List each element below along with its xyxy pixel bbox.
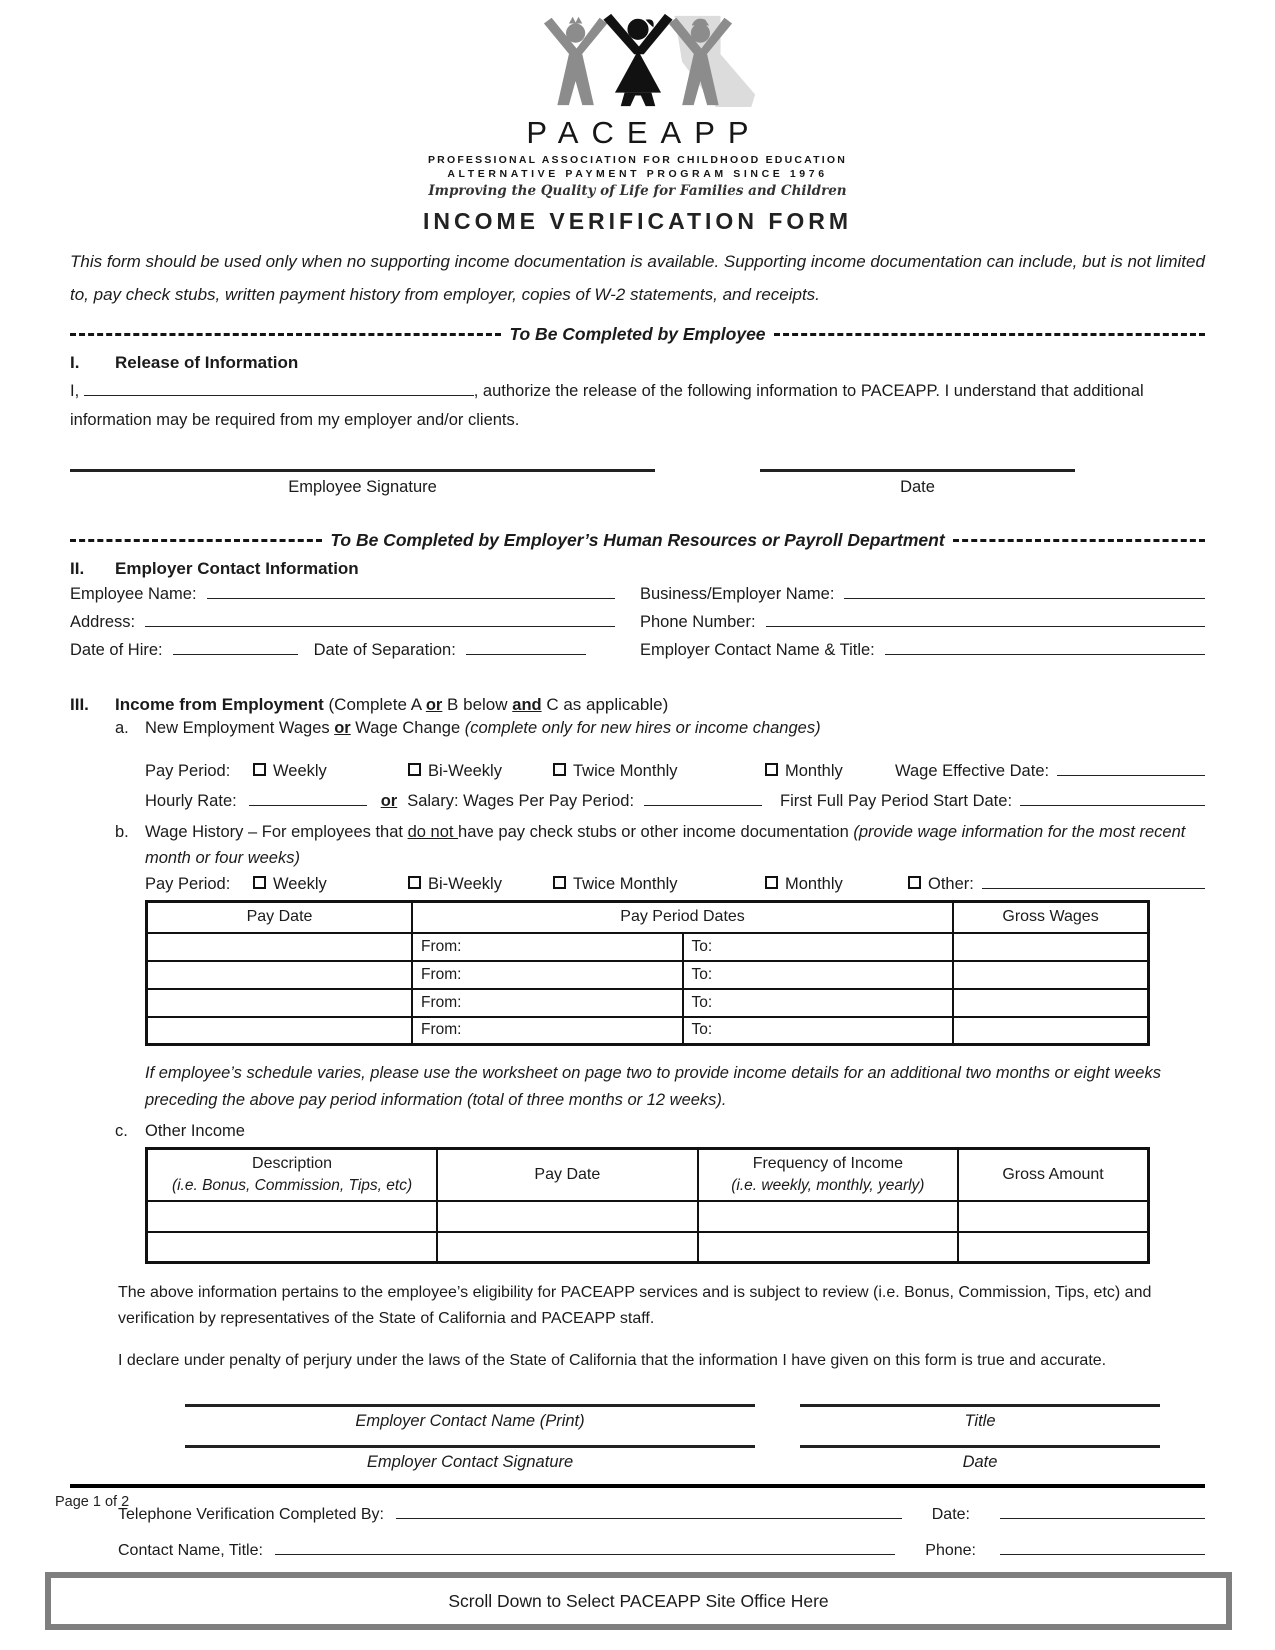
- item-a-note: (complete only for new hires or income changes): [464, 719, 821, 737]
- field-business-name: [640, 585, 1205, 613]
- employer-sig-row-2: [70, 1445, 1205, 1448]
- option-label: Twice Monthly: [573, 762, 678, 780]
- option-weekly-a: [253, 762, 408, 781]
- paceapp-figures-icon: [493, 12, 783, 108]
- item-a: [115, 719, 1205, 738]
- option-monthly-b: [765, 875, 908, 894]
- hourly-rate-blank[interactable]: [249, 792, 367, 806]
- from-cell[interactable]: From:: [412, 961, 683, 989]
- option-label: Weekly: [273, 762, 327, 780]
- employer-title-line[interactable]: [800, 1404, 1160, 1407]
- description-cell[interactable]: [147, 1201, 438, 1232]
- section-divider-rule: [70, 1484, 1205, 1488]
- telephone-verification-label: Telephone Verification Completed By:: [118, 1506, 384, 1523]
- release-statement: [70, 377, 1205, 435]
- item-a-text-1: New Employment Wages: [145, 719, 335, 737]
- employee-signature-row: [70, 469, 1205, 472]
- employer-contact-name-line[interactable]: [185, 1404, 755, 1407]
- section-iii-paren-1: (Complete A: [328, 695, 426, 714]
- checkbox-weekly-a[interactable]: [253, 763, 266, 776]
- option-label: Other:: [928, 875, 974, 893]
- option-label: Monthly: [785, 875, 843, 893]
- verification-date-blank[interactable]: [1000, 1505, 1205, 1519]
- wage-table-row: [147, 989, 1149, 1017]
- wage-effective-date-label: Wage Effective Date:: [895, 762, 1050, 780]
- employee-signature-line[interactable]: [70, 469, 655, 472]
- address-blank[interactable]: [145, 613, 615, 627]
- gross-wages-cell[interactable]: [953, 933, 1148, 961]
- checkbox-twice-monthly-b[interactable]: [553, 876, 566, 889]
- item-a-or: or: [334, 719, 351, 737]
- section-ii-title: Employer Contact Information: [115, 559, 359, 578]
- pay-period-label-b: Pay Period:: [145, 875, 231, 893]
- figure-left-icon: [543, 17, 606, 105]
- option-label: Twice Monthly: [573, 875, 678, 893]
- verification-contact-blank[interactable]: [275, 1541, 895, 1555]
- pay-date-cell[interactable]: [147, 961, 413, 989]
- option-monthly-a: [765, 762, 895, 781]
- dash-line: [70, 333, 501, 336]
- authorizer-name-blank[interactable]: [84, 382, 474, 396]
- wage-table-header: [147, 902, 1149, 933]
- gross-wages-cell[interactable]: [953, 1017, 1148, 1045]
- gross-amount-cell[interactable]: [958, 1232, 1148, 1263]
- section-iii-number: III.: [70, 695, 89, 714]
- other-table-row: [147, 1232, 1149, 1263]
- employer-sig-labels-1: [70, 1412, 1205, 1431]
- pay-date-cell[interactable]: [437, 1201, 698, 1232]
- frequency-cell[interactable]: [698, 1232, 959, 1263]
- col-description-main: Description: [252, 1154, 333, 1172]
- col-description-sub: (i.e. Bonus, Commission, Tips, etc): [171, 1176, 413, 1194]
- employer-sig-row-1: [70, 1404, 1205, 1407]
- other-income-table: [145, 1147, 1150, 1264]
- col-description: [147, 1149, 438, 1201]
- gross-wages-cell[interactable]: [953, 989, 1148, 1017]
- option-biweekly-b: [408, 875, 553, 894]
- employer-date-line[interactable]: [800, 1445, 1160, 1448]
- option-other-b: [908, 875, 974, 894]
- verification-phone-label: Phone:: [925, 1542, 976, 1559]
- section-i-heading: [70, 353, 1205, 373]
- to-cell[interactable]: To:: [683, 961, 954, 989]
- option-biweekly-a: [408, 762, 553, 781]
- fields-right-column: [640, 585, 1205, 669]
- pay-date-cell[interactable]: [147, 989, 413, 1017]
- phone-number-blank[interactable]: [766, 613, 1205, 627]
- pay-date-cell[interactable]: [147, 933, 413, 961]
- other-table-header: [147, 1149, 1149, 1201]
- col-pay-period-dates: Pay Period Dates: [412, 902, 953, 933]
- section-iii-or: or: [425, 696, 443, 714]
- option-label: Monthly: [785, 762, 843, 780]
- hourly-or: or: [380, 792, 398, 810]
- hourly-salary-row: [145, 792, 1205, 811]
- item-c: [115, 1122, 1205, 1141]
- separator-employer-label: To Be Completed by Employer’s Human Resources or Payroll Department: [330, 529, 945, 550]
- employer-title-label: Title: [964, 1412, 996, 1430]
- employee-signature-label: Employee Signature: [288, 478, 437, 496]
- wage-table-row: [147, 933, 1149, 961]
- site-office-selector-label: Scroll Down to Select PACEAPP Site Office Here: [448, 1590, 829, 1611]
- intro-paragraph: This form should be used only when no supporting income documentation is available. Supporting income documentation can include, but is not limited to, pay check stubs, written payment history from employer, copies of W-2 statements, and receipts.: [70, 252, 1205, 304]
- employer-contact-fields: [70, 585, 1205, 669]
- section-i-title: Release of Information: [115, 353, 299, 372]
- option-twice-monthly-b: [553, 875, 765, 894]
- item-b-note: (provide wage information for the most recent month or four weeks): [145, 823, 1186, 867]
- item-c-number: c.: [115, 1122, 128, 1140]
- item-b-text-1: Wage History – For employees that: [145, 823, 408, 841]
- item-a-text: [145, 719, 1205, 738]
- to-cell[interactable]: To:: [683, 1017, 954, 1045]
- dash-line: [953, 539, 1205, 542]
- field-contact-name-title: [640, 641, 1205, 669]
- pay-period-label-a: Pay Period:: [145, 762, 231, 780]
- paceapp-logo: [70, 12, 1205, 199]
- item-a-number: a.: [115, 719, 129, 737]
- employer-contact-name-label: Employer Contact Name (Print): [355, 1412, 585, 1430]
- gross-amount-cell[interactable]: [958, 1201, 1148, 1232]
- brand-name: PACEAPP: [526, 115, 762, 150]
- date-of-hire-blank[interactable]: [173, 641, 298, 655]
- item-b: [115, 819, 1205, 871]
- contact-name-title-label: Employer Contact Name & Title:: [640, 641, 875, 659]
- employer-sig-labels-2: [70, 1453, 1205, 1472]
- date-of-separation-blank[interactable]: [466, 641, 586, 655]
- brand-tagline: Improving the Quality of Life for Families and Children: [428, 183, 847, 199]
- other-pay-period-blank[interactable]: [982, 875, 1205, 889]
- date-of-hire-label: Date of Hire:: [70, 641, 163, 659]
- dash-line: [70, 539, 322, 542]
- employer-signature-label: Employer Contact Signature: [366, 1453, 574, 1471]
- from-cell[interactable]: From:: [412, 989, 683, 1017]
- salary-blank[interactable]: [644, 792, 762, 806]
- page-number: Page 1 of 2: [55, 1494, 130, 1510]
- section-iii-title-text: Income from Employment: [115, 695, 324, 714]
- salary-label: Salary: Wages Per Pay Period:: [407, 792, 635, 810]
- section-i-number: I.: [70, 353, 80, 372]
- address-label: Address:: [70, 613, 136, 631]
- wage-history-table: [145, 900, 1150, 1046]
- section-ii-heading: [70, 559, 1205, 579]
- fields-left-column: [70, 585, 640, 669]
- gross-wages-cell[interactable]: [953, 961, 1148, 989]
- verification-date-label: Date:: [931, 1506, 970, 1523]
- employee-name-blank[interactable]: [207, 585, 615, 599]
- business-name-label: Business/Employer Name:: [640, 585, 835, 603]
- release-text-after: , authorize the release of the following information to PACEAPP. I understand that additional information may be required from my employer and/or clients.: [70, 382, 1144, 429]
- employee-name-label: Employee Name:: [70, 585, 197, 603]
- dash-line: [774, 333, 1205, 336]
- pay-date-cell[interactable]: [437, 1232, 698, 1263]
- section-iii-title: [115, 695, 668, 715]
- verification-contact-label: Contact Name, Title:: [118, 1542, 263, 1559]
- checkbox-biweekly-b[interactable]: [408, 876, 421, 889]
- other-table-row: [147, 1201, 1149, 1232]
- from-cell[interactable]: From:: [412, 1017, 683, 1045]
- col-gross-wages: Gross Wages: [953, 902, 1148, 933]
- field-address: [70, 613, 640, 641]
- checkbox-monthly-a[interactable]: [765, 763, 778, 776]
- item-b-number: b.: [115, 823, 129, 841]
- employer-date-label: Date: [962, 1453, 998, 1471]
- option-label: Weekly: [273, 875, 327, 893]
- release-text-before: I,: [70, 382, 80, 400]
- employee-signature-labels: [70, 478, 1205, 497]
- item-c-title: Other Income: [145, 1122, 245, 1140]
- option-label: Bi-Weekly: [428, 875, 502, 893]
- to-cell[interactable]: To:: [683, 933, 954, 961]
- contact-name-row: [118, 1541, 1205, 1560]
- business-name-blank[interactable]: [844, 585, 1205, 599]
- employee-date-line[interactable]: [760, 469, 1075, 472]
- employer-signature-line[interactable]: [185, 1445, 755, 1448]
- to-cell[interactable]: To:: [683, 989, 954, 1017]
- brand-subtitle-2: ALTERNATIVE PAYMENT PROGRAM SINCE 1976: [447, 168, 828, 180]
- wage-effective-date-blank[interactable]: [1057, 762, 1205, 776]
- separator-employee: [70, 323, 1205, 345]
- section-iii-paren-3: C as applicable): [541, 695, 669, 714]
- wage-table-row: [147, 1017, 1149, 1045]
- section-iii-and: and: [512, 696, 542, 714]
- description-cell[interactable]: [147, 1232, 438, 1263]
- col-frequency-sub: (i.e. weekly, monthly, yearly): [731, 1176, 925, 1194]
- option-twice-monthly-a: [553, 762, 765, 781]
- site-office-selector-bar[interactable]: [45, 1572, 1232, 1630]
- checkbox-biweekly-a[interactable]: [408, 763, 421, 776]
- verification-phone-blank[interactable]: [1000, 1541, 1205, 1555]
- checkbox-monthly-b[interactable]: [765, 876, 778, 889]
- field-hire-separation: [70, 641, 640, 669]
- first-full-label: First Full Pay Period Start Date:: [780, 792, 1013, 810]
- checkbox-other-b[interactable]: [908, 876, 921, 889]
- from-cell[interactable]: From:: [412, 933, 683, 961]
- form-title: INCOME VERIFICATION FORM: [422, 208, 853, 234]
- col-pay-date-other: Pay Date: [437, 1149, 698, 1201]
- field-employee-name: [70, 585, 640, 613]
- item-b-text-2: have pay check stubs or other income documentation: [458, 823, 854, 841]
- wage-table-row: [147, 961, 1149, 989]
- date-of-separation-label: Date of Separation:: [313, 641, 456, 659]
- pay-period-row-a: [145, 762, 1205, 781]
- checkbox-weekly-b[interactable]: [253, 876, 266, 889]
- first-full-blank[interactable]: [1020, 792, 1205, 806]
- pay-date-cell[interactable]: [147, 1017, 413, 1045]
- item-b-text: [145, 819, 1205, 871]
- figure-center-icon: [603, 14, 672, 106]
- hourly-rate-label: Hourly Rate:: [145, 792, 237, 810]
- field-phone-number: [640, 613, 1205, 641]
- separator-employee-label: To Be Completed by Employee: [509, 323, 766, 344]
- col-frequency-main: Frequency of Income: [752, 1154, 903, 1172]
- phone-number-label: Phone Number:: [640, 613, 756, 631]
- pay-period-row-b: [145, 875, 1205, 894]
- employee-date-label: Date: [900, 478, 935, 496]
- col-pay-date: Pay Date: [147, 902, 413, 933]
- option-weekly-b: [253, 875, 408, 894]
- perjury-paragraph: I declare under penalty of perjury under the laws of the State of California that the information I have given on this form is true and accurate.: [118, 1352, 1107, 1369]
- telephone-verification-blank[interactable]: [396, 1505, 902, 1519]
- section-ii-number: II.: [70, 559, 85, 578]
- section-iii-paren-2: B below: [442, 695, 513, 714]
- col-frequency: [698, 1149, 959, 1201]
- schedule-varies-note: If employee’s schedule varies, please use the worksheet on page two to provide income details for an additional two months or eight weeks preceding the above pay period information (total of three months or 12 weeks).: [145, 1064, 1161, 1109]
- col-gross-amount: Gross Amount: [958, 1149, 1148, 1201]
- telephone-verification-row: [118, 1505, 1205, 1524]
- item-b-do-not: do not: [407, 823, 459, 841]
- eligibility-paragraph: The above information pertains to the employee’s eligibility for PACEAPP services and is subject to review (i.e. Bonus, Commission, Tips, etc) and verification by representatives of the State of California and PACEAPP staff.: [118, 1284, 1152, 1327]
- option-label: Bi-Weekly: [428, 762, 502, 780]
- separator-employer: [70, 529, 1205, 551]
- frequency-cell[interactable]: [698, 1201, 959, 1232]
- checkbox-twice-monthly-a[interactable]: [553, 763, 566, 776]
- contact-name-title-blank[interactable]: [885, 641, 1205, 655]
- brand-subtitle-1: PROFESSIONAL ASSOCIATION FOR CHILDHOOD EDUCATION: [427, 154, 848, 166]
- item-a-text-2: Wage Change: [350, 719, 465, 737]
- section-iii-heading: [70, 695, 1205, 715]
